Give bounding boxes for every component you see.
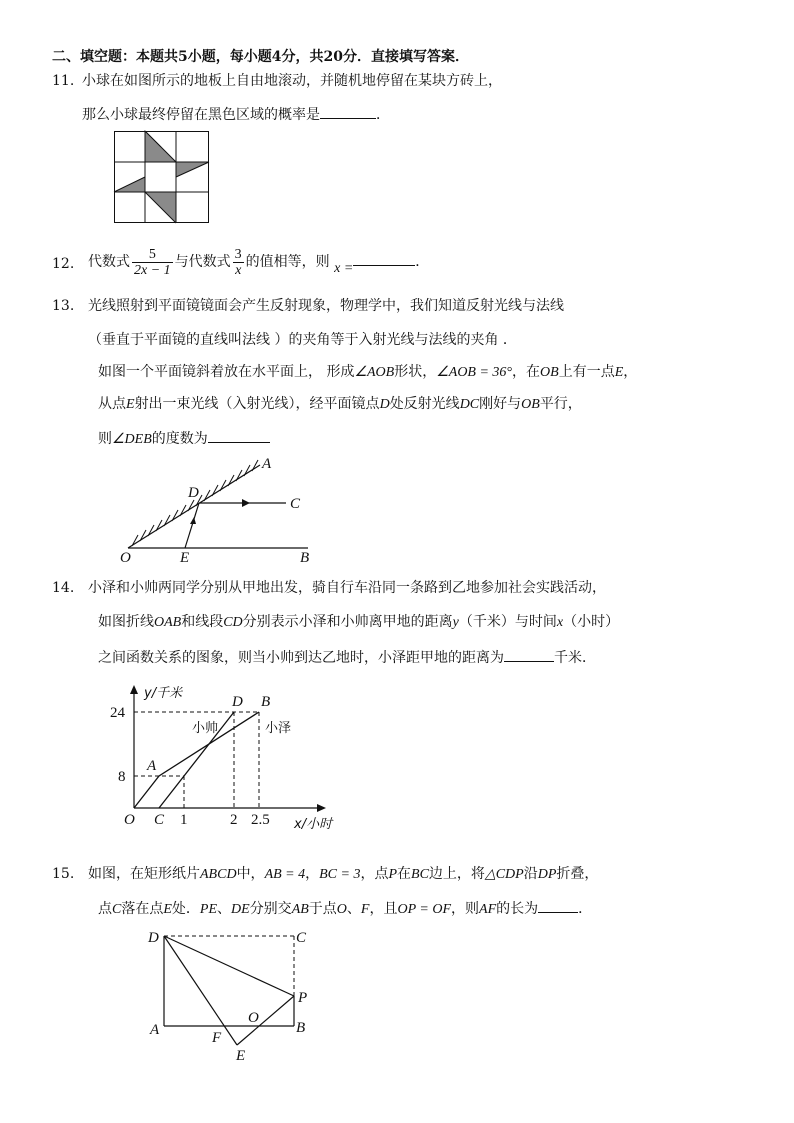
q13-l4-a: 从点 — [98, 396, 126, 412]
label-d: D — [148, 930, 159, 946]
q12-fraction-2 — [233, 247, 244, 278]
q13-line2: （垂直于平面镜的直线叫法线 ）的夹角等于入射光线与法线的夹角 ． — [88, 332, 517, 348]
q15-line1 — [88, 865, 598, 884]
q13-l5-c: 的度数为 — [151, 431, 208, 447]
label-c: C — [296, 930, 307, 946]
q13-l5-a: 则 — [98, 431, 112, 447]
q13-l3-e: ，在 — [512, 364, 541, 380]
q12-pre: 代数式 — [88, 254, 130, 270]
tick-origin: O — [124, 812, 135, 828]
label-o: O — [120, 550, 131, 566]
q13-l3-angle-value: ∠AOB = 36° — [436, 365, 513, 380]
q15-l2-c2: 落在点 — [121, 901, 164, 917]
tick-x-2: 2 — [230, 812, 238, 828]
label-c: C — [290, 496, 301, 512]
q15-l1-a: 如图，在矩形纸片 — [88, 866, 200, 882]
q14-l3-b: 千米． — [554, 650, 596, 666]
q13-l4-i: 平行， — [539, 396, 582, 412]
q14-answer-blank[interactable] — [504, 647, 554, 662]
q15-l1-bc2: BC — [411, 867, 429, 882]
q14-line2 — [98, 613, 619, 632]
q13-l3-e-point: E — [614, 365, 624, 380]
q15-l2-k: 于点 — [308, 901, 337, 917]
q13-l4-c: 射出一束光线（入射光线），经平面镜点 — [134, 396, 380, 412]
q12-frac1-den: 2x − 1 — [134, 262, 171, 278]
q15-l2-o2: ，且 — [369, 901, 398, 917]
label-b: B — [296, 1020, 306, 1036]
q14-l2-a: 如图折线 — [98, 614, 154, 630]
q11-floor-grid-figure — [114, 131, 209, 223]
q15-line2: 点C落在点E处．PE、DE分别交AB于点O、F，且OP = OF，则AF的长为 ． — [98, 898, 592, 919]
chart-axes — [130, 685, 326, 812]
q11-line2-text: 那么小球最终停留在黑色区域的概率是 — [82, 107, 320, 123]
y-axis-label: y/千米 — [144, 686, 183, 701]
q14-l2-x: x — [556, 615, 564, 630]
label-a: A — [262, 456, 272, 472]
label-e: E — [180, 550, 190, 566]
point-d: D — [232, 694, 243, 710]
q13-line1: 光线照射到平面镜镜面会产生反射现象，物理学中，我们知道反射光线与法线 — [88, 298, 564, 314]
q13-l4-ob: OB — [521, 397, 540, 412]
q13-l3-c: 形状， — [394, 364, 437, 380]
tick-y-8: 8 — [118, 769, 126, 785]
q15-l1-c: 中， — [236, 866, 265, 882]
q12-var: x = — [334, 261, 354, 276]
q12-answer-blank[interactable] — [353, 251, 415, 266]
y-axis-arrow — [130, 685, 138, 694]
q15-l2-q: ，则 — [451, 901, 480, 917]
q15-l1-abcd: ABCD — [200, 867, 237, 882]
tick-x-c: C — [154, 812, 165, 828]
label-a: A — [150, 1022, 160, 1038]
q15-l2-m: 、 — [346, 901, 361, 917]
q15-number: 15. — [52, 866, 75, 882]
q15-l2-e2: 处． — [171, 901, 200, 917]
x-axis-label: x/小时 — [294, 817, 333, 832]
label-d: D — [188, 485, 199, 501]
q15-l1-p: P — [388, 867, 398, 882]
section-title: 二、填空题：本题共5小题，每小题4分，共20分．直接填写答案． — [52, 49, 469, 65]
q14-distance-time-chart — [108, 683, 348, 853]
series-name-xiaoshuai: 小帅 — [192, 721, 219, 736]
segment-pe — [237, 996, 294, 1045]
q13-l4-e2: 处反射光线 — [389, 396, 460, 412]
tick-x-2-5: 2.5 — [251, 812, 270, 828]
q12-line: 代数式 $\frac{5}{2x - 1}$ 与代数式 $\frac{3}{x}$ 的值相等，则 x = ． — [88, 246, 430, 278]
q13-number: 13. — [52, 298, 75, 314]
q15-l2-i: 分别交 — [249, 901, 292, 917]
arrow-head-dc — [242, 499, 250, 507]
q15-rectangle-fold-figure — [144, 924, 314, 1064]
q13-l3-ob: OB — [540, 365, 559, 380]
q15-l1-i: 在 — [397, 866, 412, 882]
point-b: B — [261, 694, 271, 710]
q13-mirror-figure — [118, 455, 318, 565]
series-name-xiaoze: 小泽 — [265, 721, 292, 736]
q15-l2-s: 的长为 — [496, 901, 539, 917]
q15-l2-e: E — [163, 902, 172, 917]
q15-l2-pe: PE — [199, 902, 218, 917]
q12-frac1-num: 5 — [132, 247, 173, 263]
label-e: E — [236, 1048, 246, 1064]
q13-l4-dc: DC — [459, 397, 480, 412]
q11-number: 11. — [52, 73, 75, 89]
q15-l2-f: F — [360, 902, 370, 917]
q14-l2-y: y — [452, 615, 459, 630]
label-b: B — [300, 550, 310, 566]
incident-ray-ed — [185, 503, 199, 548]
q13-l3-angle: ∠AOB — [354, 365, 395, 380]
q12-post: 的值相等，则 — [245, 254, 330, 270]
q15-l1-dp: DP — [537, 867, 557, 882]
q15-l2-de: DE — [231, 902, 250, 917]
q15-l1-cdp: △CDP — [484, 867, 524, 882]
q13-l4-g: 刚好与 — [479, 396, 522, 412]
q12-number: 12. — [52, 256, 75, 272]
q12-frac2-num: 3 — [234, 246, 242, 262]
q13-answer-blank[interactable] — [208, 428, 270, 443]
q13-line4 — [98, 395, 582, 414]
q15-l2-ab: AB — [291, 902, 309, 917]
q14-l2-i: （小时） — [563, 614, 620, 630]
q14-l2-cd: CD — [223, 615, 243, 630]
q15-l2-a: 点 — [98, 901, 112, 917]
q14-l2-oab: OAB — [154, 615, 182, 630]
q13-l3-g: 上有一点 — [558, 364, 615, 380]
q14-l2-e: 分别表示小泽和小帅离甲地的距离 — [242, 614, 453, 630]
q15-l2-af: AF — [479, 902, 497, 917]
q15-l1-e: ， — [305, 866, 320, 882]
q12-frac2-den: x — [235, 262, 242, 278]
q15-l1-g: ，点 — [360, 866, 389, 882]
q13-l5-angle: ∠DEB — [112, 432, 152, 447]
q13-l4-d: D — [379, 397, 390, 412]
q14-l3-a: 之间函数关系的图象，则当小帅到达乙地时，小泽距甲地的距离为 — [98, 650, 504, 666]
q15-answer-blank[interactable] — [538, 898, 578, 913]
q15-l1-bc: BC = 3 — [319, 867, 361, 882]
q12-fraction-1 — [132, 247, 173, 278]
q13-line3 — [98, 363, 637, 382]
q15-l2-o: O — [336, 902, 347, 917]
q15-l2-op-of: OP = OF — [397, 902, 452, 917]
tick-y-24: 24 — [110, 705, 125, 721]
q11-answer-blank[interactable] — [320, 104, 376, 119]
q13-line5 — [98, 428, 270, 449]
arrow-head-ed — [190, 517, 196, 524]
q15-l2-g: 、 — [217, 901, 232, 917]
q14-l2-g: （千米）与时间 — [458, 614, 557, 630]
q15-l1-m: 沿 — [523, 866, 538, 882]
x-axis-arrow — [317, 804, 326, 812]
q14-line1: 小泽和小帅两同学分别从甲地出发，骑自行车沿同一条路到乙地参加社会实践活动， — [88, 580, 606, 596]
q11-line1: 小球在如图所示的地板上自由地滚动，并随机地停留在某块方砖上， — [82, 73, 502, 89]
q15-l1-o: 折叠， — [556, 866, 599, 882]
tick-x-1: 1 — [180, 812, 188, 828]
q12-mid: 与代数式 — [174, 254, 231, 270]
q13-l3-i: ， — [623, 364, 638, 380]
label-p: P — [298, 990, 308, 1006]
q14-line3 — [98, 647, 596, 667]
q15-l1-ab: AB = 4 — [264, 867, 306, 882]
q14-number: 14. — [52, 580, 75, 596]
q13-l4-e: E — [126, 397, 135, 412]
chart-labels — [110, 686, 334, 832]
q15-l1-k: 边上，将 — [428, 866, 485, 882]
q15-l2-c: C — [112, 902, 122, 917]
label-o: O — [248, 1010, 259, 1026]
point-a: A — [147, 758, 157, 774]
q13-l3-a: 如图一个平面镜斜着放在水平面上， 形成 — [98, 364, 355, 380]
q14-l2-c: 和线段 — [181, 614, 224, 630]
tile-black — [145, 147, 176, 162]
q11-line2: 那么小球最终停留在黑色区域的概率是 ． — [82, 104, 390, 124]
label-f: F — [212, 1030, 222, 1046]
